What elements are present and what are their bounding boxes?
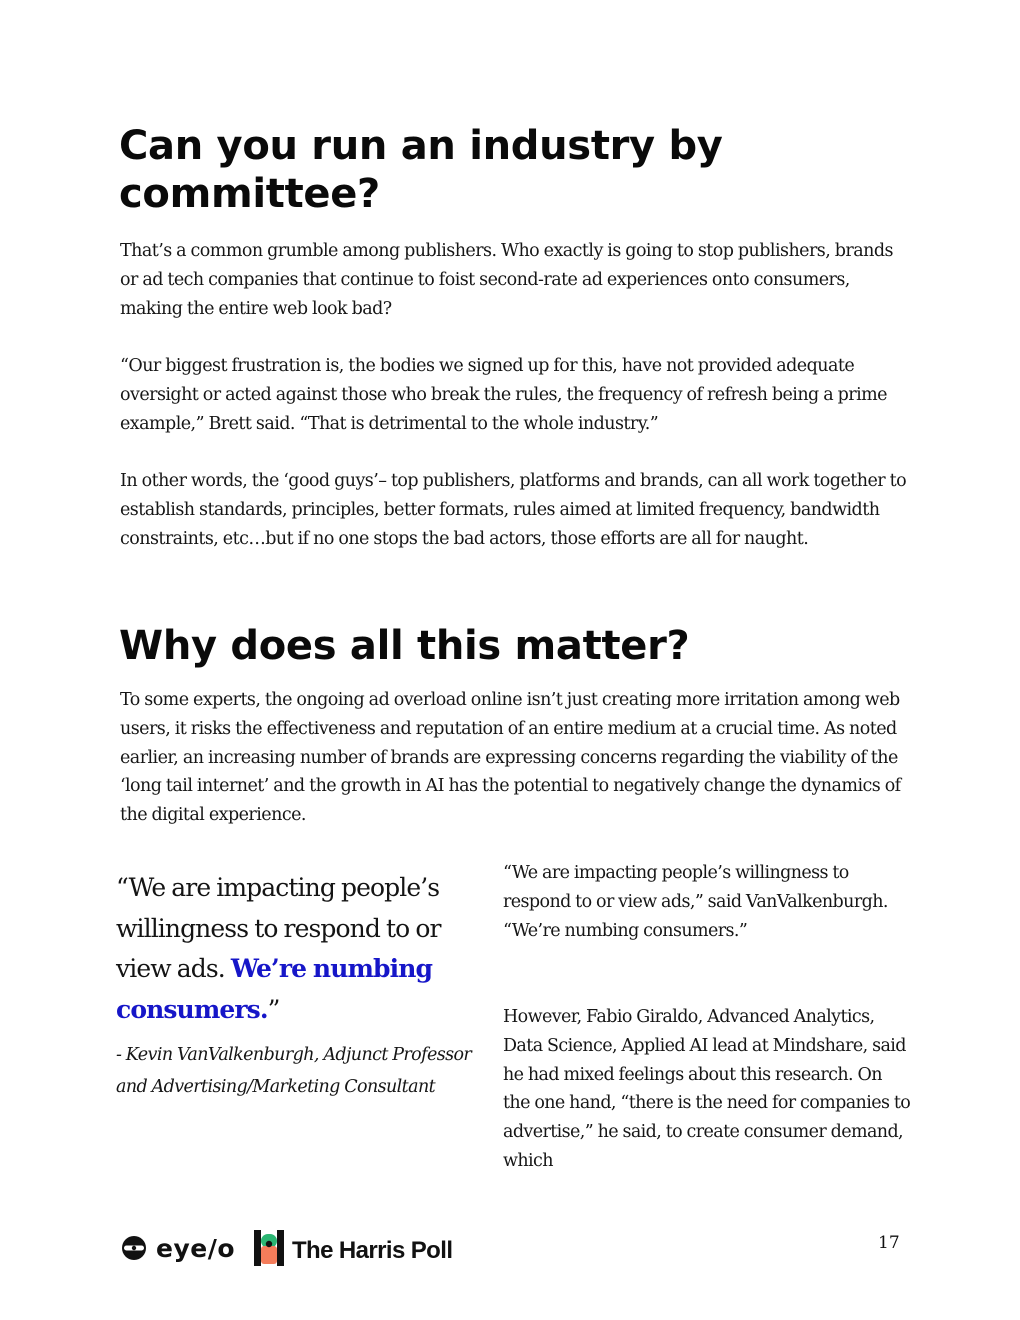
- page-number: 17: [878, 1233, 900, 1253]
- section-heading-why-matter: Why does all this matter?: [119, 623, 690, 669]
- pull-quote: [116, 868, 486, 1030]
- pull-quote-highlight: We’re numbing consumers.: [116, 954, 433, 1024]
- right-column-paragraph: However, Fabio Giraldo, Advanced Analytics, Data Science, Applied AI lead at Mindshare, said he had mixed feelings about this research. On the one hand, “there is the need for companies to advertise,” he said, to create consumer demand, which: [503, 1007, 911, 1171]
- right-column-paragraph: “We are impacting people’s willingness to respond to or view ads,” said VanValkenburgh. “We’re numbing consumers.”: [503, 863, 888, 941]
- eyeo-wordmark: eye/o: [156, 1234, 236, 1263]
- harris-poll-mark-icon: [254, 1230, 284, 1266]
- body-paragraph: “Our biggest frustration is, the bodies we signed up for this, have not provided adequate oversight or acted against those who break the rules, the frequency of refresh being a prime example,” Brett said. “That is detrimental to the whole industry.”: [120, 356, 887, 434]
- body-paragraph: To some experts, the ongoing ad overload online isn’t just creating more irritation among web users, it risks the effectiveness and reputation of an entire medium at a crucial time. As noted earlier, an increasing number of brands are expressing concerns regarding the viability of the ‘long tail internet’ and the growth in AI has the potential to negatively change the dynamics of the digital experience.: [120, 690, 901, 826]
- body-paragraph: In other words, the ‘good guys’– top publishers, platforms and brands, can all work together to establish standards, principles, better formats, rules aimed at limited frequency, bandwidth constraints, etc…but if no one stops the bad actors, those efforts are all for naught.: [120, 471, 907, 549]
- pull-quote-text: “We are impacting people’s willingness to respond to or view ads.: [116, 873, 441, 984]
- body-paragraph: That’s a common grumble among publishers. Who exactly is going to stop publishers, brands or ad tech companies that continue to foist second-rate ad experiences onto consumers, making the entire web look bad?: [120, 241, 893, 319]
- pull-quote-attribution: - Kevin VanValkenburgh, Adjunct Professor and Advertising/Marketing Consultant: [116, 1045, 472, 1097]
- pull-quote-closing-mark: ”: [267, 994, 280, 1024]
- section-heading-committee: Can you run an industry by committee?: [119, 123, 723, 217]
- harris-poll-wordmark: The Harris Poll: [292, 1237, 453, 1264]
- eyeo-logo-icon: [120, 1234, 148, 1262]
